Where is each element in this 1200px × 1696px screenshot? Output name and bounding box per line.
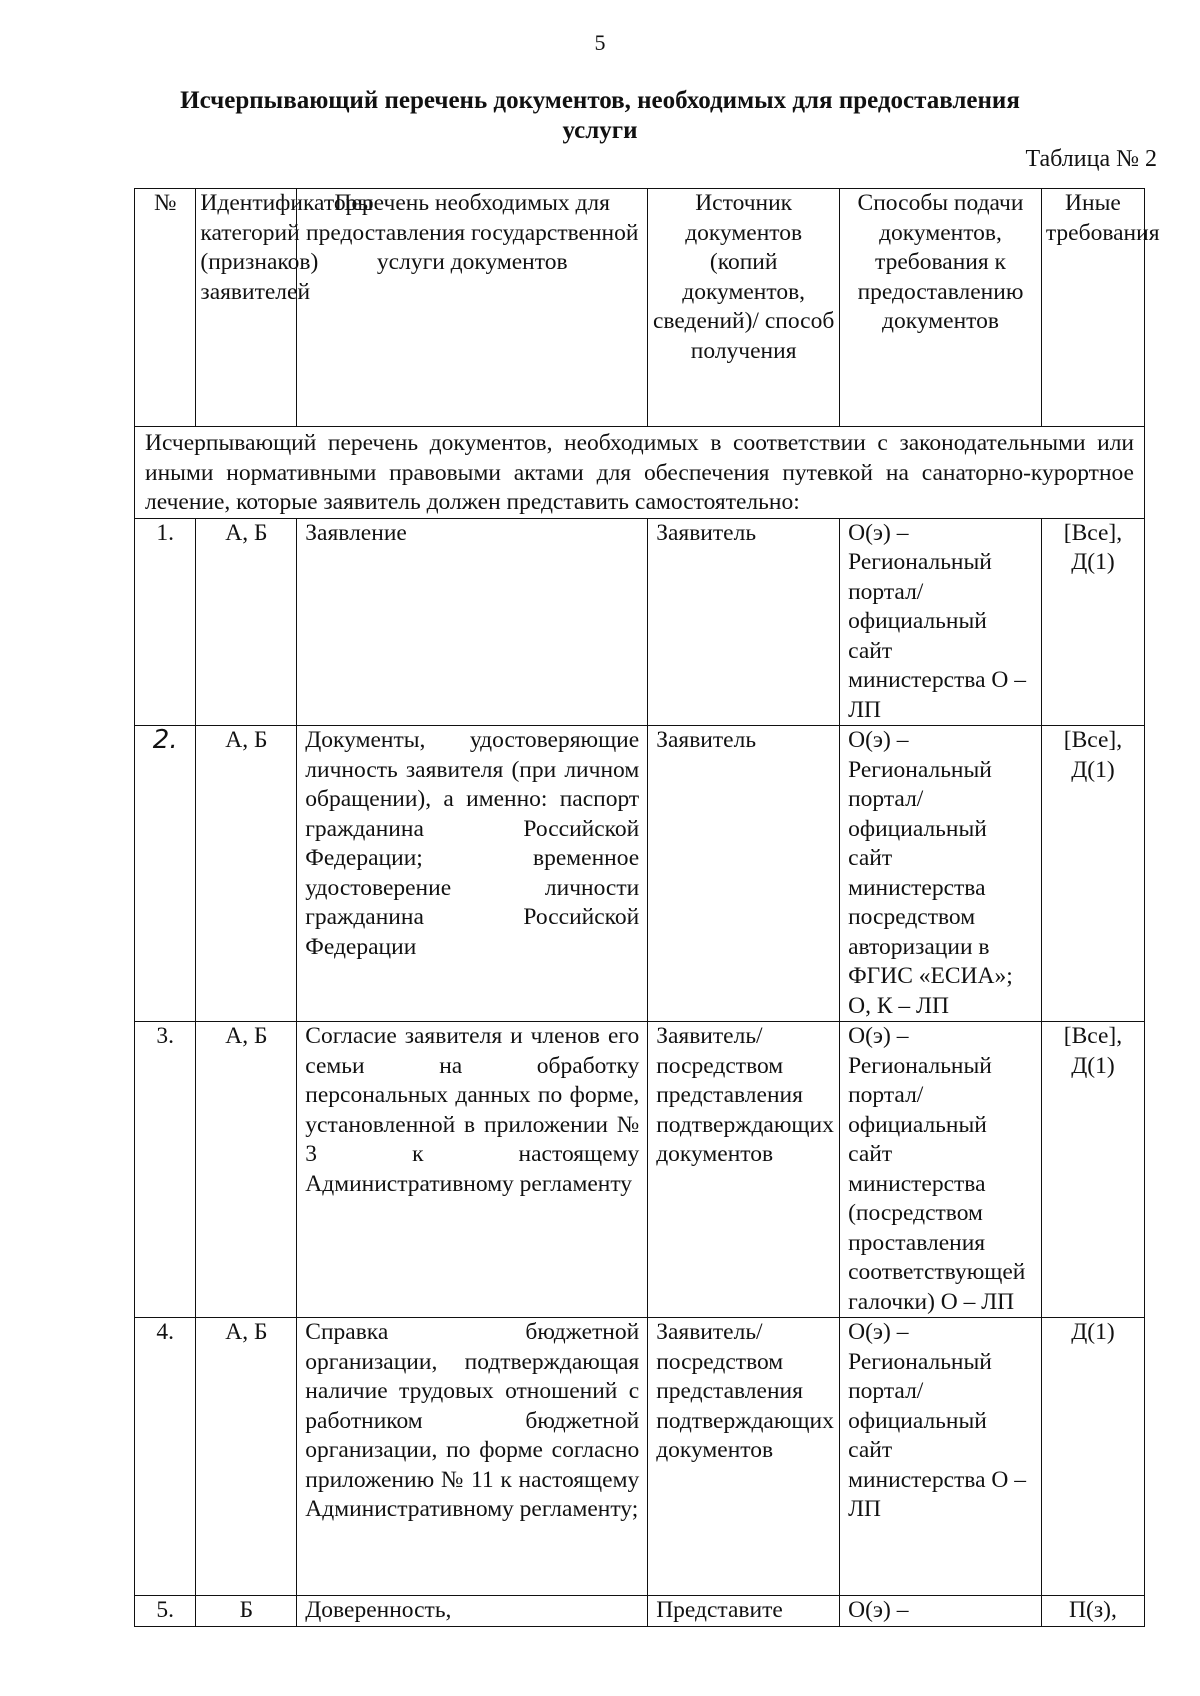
table-row [135, 726, 1145, 1022]
row-other-requirements: [Все], Д(1) [1041, 518, 1144, 726]
header-submission: Способы подачи документов, требования к предоставлению документов [840, 189, 1042, 427]
row-source: Заявитель [648, 518, 840, 726]
row-documents: Документы, удостоверяющие личность заявителя (при личном обращении), а именно: паспорт гражданина Российской Федерации; временное удостоверение личности гражданина Российской Федерации [297, 726, 648, 1022]
row-categories: А, Б [196, 1022, 297, 1318]
section-heading: Исчерпывающий перечень документов, необходимых в соответствии с законодательными или иными нормативными правовыми актами для обеспечения путевкой на санаторно-курортное лечение, которые заявитель должен представить самостоятельно: [135, 427, 1145, 519]
header-number: № [135, 189, 196, 427]
row-categories: А, Б [196, 726, 297, 1022]
row-source: Заявитель [648, 726, 840, 1022]
row-submission: О(э) – Региональный портал/официальный сайт министерства О – ЛП [840, 518, 1042, 726]
page-number: 5 [594, 30, 606, 55]
document-title [150, 86, 1050, 146]
row-other-requirements: П(з), [1041, 1596, 1144, 1627]
row-categories: А, Б [196, 1318, 297, 1596]
row-other-requirements: [Все], Д(1) [1041, 1022, 1144, 1318]
row-submission: О(э) – Региональный портал/официальный сайт министерства О – ЛП [840, 1318, 1042, 1596]
row-documents: Справка бюджетной организации, подтверждающая наличие трудовых отношений с работником бюджетной организации, по форме согласно приложению № 11 к настоящему Административному регламенту; [297, 1318, 648, 1596]
documents-table [134, 188, 1160, 1627]
row-source: Заявитель/посредством представления подтверждающих документов [648, 1318, 840, 1596]
table-caption: Таблица № 2 [1025, 146, 1157, 172]
header-other-requirements: Иные требования [1041, 189, 1144, 427]
row-number: 5. [135, 1596, 196, 1627]
row-number: 2. [135, 726, 196, 1022]
row-categories: Б [196, 1596, 297, 1627]
document-title-line-2: услуги [562, 117, 638, 144]
row-number: 3. [135, 1022, 196, 1318]
row-source: Представите [648, 1596, 840, 1627]
row-other-requirements: [Все], Д(1) [1041, 726, 1144, 1022]
row-documents: Согласие заявителя и членов его семьи на обработку персональных данных по форме, установленной в приложении № 3 к настоящему Административному регламенту [297, 1022, 648, 1318]
header-categories: Идентификаторы категорий (признаков) заявителей [196, 189, 297, 427]
row-submission: О(э) – Региональный портал/официальный сайт министерства посредством авторизации в ФГИС «ЕСИА»; О, К – ЛП [840, 726, 1042, 1022]
row-documents: Доверенность, [297, 1596, 648, 1627]
row-categories: А, Б [196, 518, 297, 726]
row-submission: О(э) – Региональный портал/официальный сайт министерства (посредством проставления соответствующей галочки) О – ЛП [840, 1022, 1042, 1318]
row-number: 4. [135, 1318, 196, 1596]
header-source: Источник документов (копий документов, сведений)/ способ получения [648, 189, 840, 427]
header-documents: Перечень необходимых для предоставления государственной услуги документов [297, 189, 648, 427]
document-title-line-1: Исчерпывающий перечень документов, необходимых для предоставления [180, 87, 1020, 114]
section-heading-row [135, 427, 1145, 519]
row-documents: Заявление [297, 518, 648, 726]
row-number: 1. [135, 518, 196, 726]
row-source: Заявитель/посредством представления подтверждающих документов [648, 1022, 840, 1318]
table-row [135, 1596, 1145, 1627]
table-row [135, 518, 1145, 726]
table-row [135, 1022, 1145, 1318]
table-row [135, 1318, 1145, 1596]
row-other-requirements: Д(1) [1041, 1318, 1144, 1596]
row-submission: О(э) – [840, 1596, 1042, 1627]
table-header-row [135, 189, 1145, 427]
